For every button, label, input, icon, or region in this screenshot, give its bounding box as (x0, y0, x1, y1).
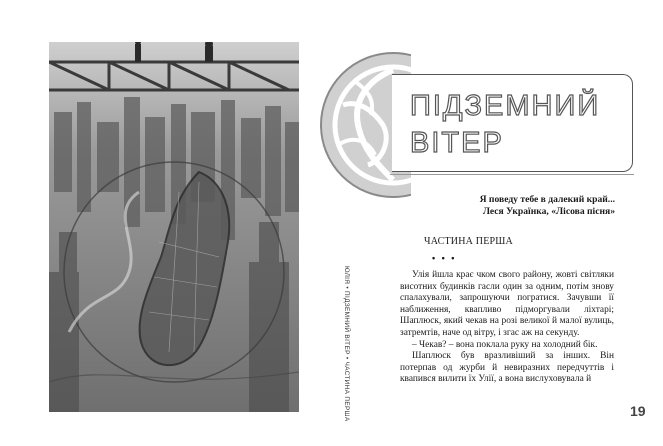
part-heading: ЧАСТИНА ПЕРША (424, 236, 513, 247)
body-text (400, 270, 614, 386)
epigraph-attribution (480, 206, 615, 218)
page-number: 19 (630, 403, 646, 419)
epigraph-author: Леся Українка, (482, 206, 552, 217)
epigraph-work: «Лісова пісня» (551, 206, 615, 217)
running-header-vertical: ЮЛІЯ • ПІДЗЕМНИЙ ВІТЕР • ЧАСТИНА ПЕРША (343, 266, 350, 422)
title-divider-line (390, 174, 634, 175)
section-dots: • • • (432, 253, 457, 263)
paragraph: Улія йшла крає чком свого району, жовті світляки висотних будинків гасли один за одним, потім знову спалахували, запрошуючи погратися. Зачувши її наближення, квапливо підморгували ліхтарі; Шаплюск, який чекав на розі великої й малої вулиць, затремтів, наче од вітру, і згас аж на секунду. (400, 270, 614, 338)
paragraph: Шаплюск був вразливіший за інших. Він потерпав од журби й невиразних передчуттів і квапився вилити їх Улії, а вона вислуховувала й (400, 351, 614, 385)
epigraph (480, 194, 615, 218)
paragraph: – Чекав? – вона поклала руку на холодний бік. (412, 339, 598, 350)
collage-illustration (49, 42, 299, 412)
chapter-title-line-2: ВІТЕР (410, 127, 504, 159)
chapter-title (410, 88, 600, 162)
chapter-title-line-1: ПІДЗЕМНИЙ (410, 90, 601, 122)
epigraph-quote: Я поведу тебе в далекий край... (479, 194, 615, 205)
city-map-collage (49, 42, 299, 412)
